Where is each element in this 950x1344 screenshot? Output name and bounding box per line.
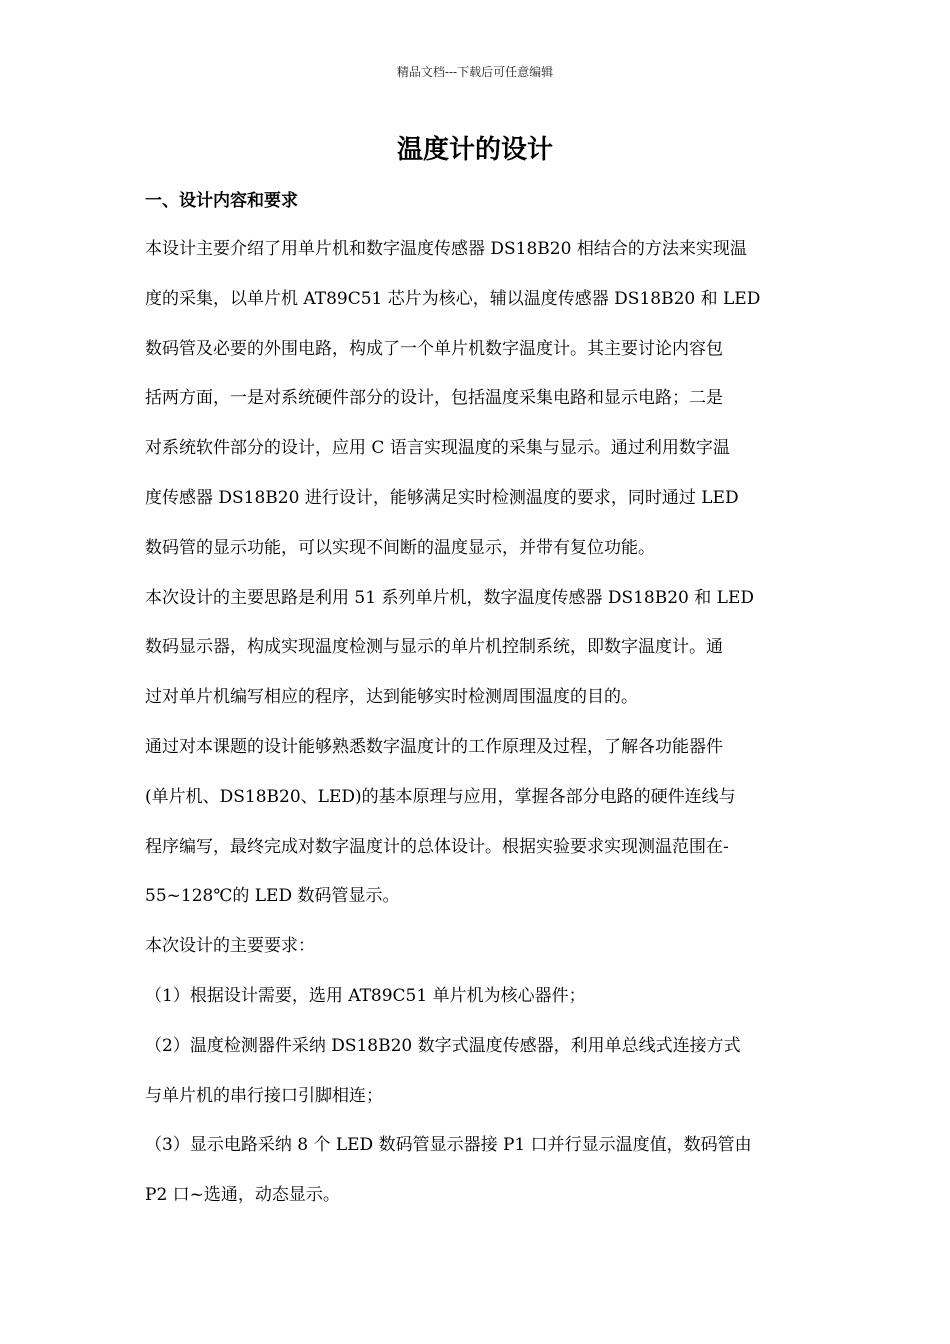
text-line: 括两方面，一是对系统硬件部分的设计，包括温度采集电路和显示电路；二是 — [145, 388, 723, 409]
text-line: 本次设计的主要思路是利用 51 系列单片机，数字温度传感器 DS18B20 和 LED — [145, 587, 755, 608]
text-line: 与单片机的串行接口引脚相连； — [145, 1085, 383, 1106]
text-line: 本次设计的主要要求： — [145, 936, 315, 957]
text-line: 数码管及必要的外围电路，构成了一个单片机数字温度计。其主要讨论内容包 — [145, 338, 723, 359]
document-title: 温度计的设计 — [396, 135, 553, 165]
text-line: 过对单片机编写相应的程序，达到能够实时检测周围温度的目的。 — [145, 687, 638, 708]
text-line: 对系统软件部分的设计，应用 C 语言实现温度的采集与显示。通过利用数字温 — [145, 438, 730, 459]
text-line: 通过对本课题的设计能够熟悉数字温度计的工作原理及过程，了解各功能器件 — [145, 736, 723, 757]
text-line: (单片机、DS18B20、LED)的基本原理与应用，掌握各部分电路的硬件连线与 — [145, 786, 736, 807]
text-line: 度传感器 DS18B20 进行设计，能够满足实时检测温度的要求，同时通过 LED — [145, 487, 739, 508]
document-body — [145, 177, 810, 1221]
page-header: 精品文档---下载后可任意编辑 — [396, 65, 554, 79]
text-line: 55~128℃的 LED 数码管显示。 — [145, 886, 400, 907]
text-line: 本设计主要介绍了用单片机和数字温度传感器 DS18B20 相结合的方法来实现温 — [145, 239, 747, 259]
text-line: （3）显示电路采纳 8 个 LED 数码管显示器接 P1 口并行显示温度值，数码管由 — [145, 1135, 752, 1156]
text-line: 数码显示器，构成实现温度检测与显示的单片机控制系统，即数字温度计。通 — [145, 637, 723, 658]
text-line: P2 口~选通，动态显示。 — [145, 1185, 340, 1206]
text-line: 程序编写，最终完成对数字温度计的总体设计。根据实验要求实现测温范围在- — [145, 836, 729, 857]
text-line: （1）根据设计需要，选用 AT89C51 单片机为核心器件； — [145, 985, 586, 1006]
text-line: 数码管的显示功能，可以实现不间断的温度显示，并带有复位功能。 — [145, 537, 655, 558]
text-line: 度的采集，以单片机 AT89C51 芯片为核心，辅以温度传感器 DS18B20 和 LED — [145, 288, 761, 309]
section-heading: 一、设计内容和要求 — [145, 191, 298, 211]
text-line: （2）温度检测器件采纳 DS18B20 数字式温度传感器，利用单总线式连接方式 — [145, 1035, 741, 1056]
